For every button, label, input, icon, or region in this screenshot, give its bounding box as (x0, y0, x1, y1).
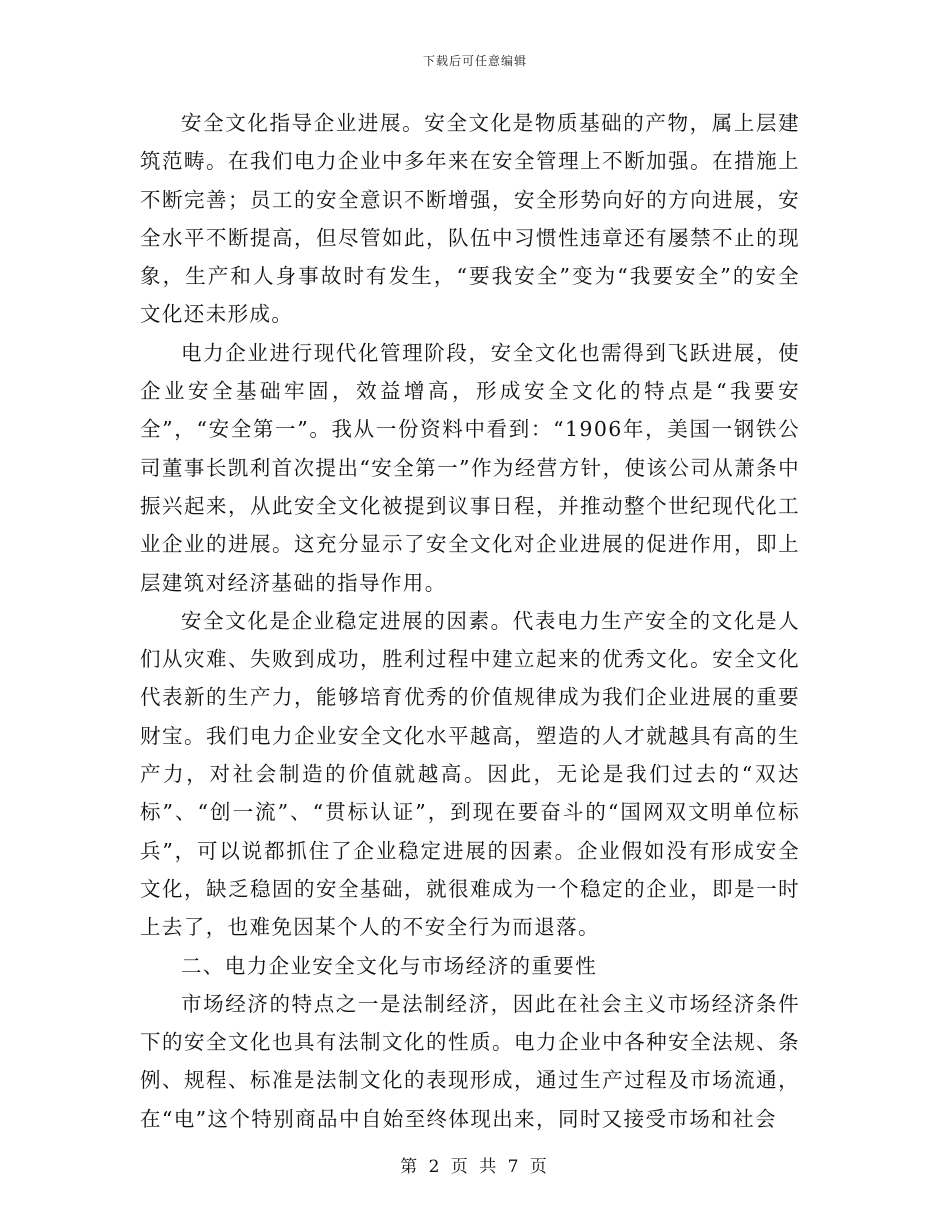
paragraph-safety-culture-guides-development: 安全文化指导企业进展。安全文化是物质基础的产物，属上层建筑范畴。在我们电力企业中多年来在安全管理上不断加强。在措施上不断完善；员工的安全意识不断增强，安全形势向好的方向进展，安全水平不断提高，但尽管如此，队伍中习惯性违章还有屡禁不止的现象，生产和人身事故时有发生，“要我安全”变为“我要安全”的安全文化还未形成。 (140, 111, 800, 327)
paragraph-market-economy: 市场经济的特点之一是法制经济，因此在社会主义市场经济条件下的安全文化也具有法制文化的性质。电力企业中各种安全法规、条例、规程、标准是法制文化的表现形成，通过生产过程及市场流通，在“电”这个特别商品中自始至终体现出来，同时又接受市场和社会 (140, 991, 800, 1131)
paragraph-stable-development-factor: 安全文化是企业稳定进展的因素。代表电力生产安全的文化是人们从灾难、失败到成功，胜利过程中建立起来的优秀文化。安全文化代表新的生产力，能够培育优秀的价值规律成为我们企业进展的重要财宝。我们电力企业安全文化水平越高，塑造的人才就越具有高的生产力，对社会制造的价值就越高。因此，无论是我们过去的“双达标”、“创一流”、“贯标认证”，到现在要奋斗的“国网双文明单位标兵”，可以说都抓住了企业稳定进展的因素。企业假如没有形成安全文化，缺乏稳固的安全基础，就很难成为一个稳定的企业，即是一时上去了，也难免因某个人的不安全行为而退落。 (140, 608, 800, 940)
page-header: 下载后可任意编辑 (422, 54, 527, 68)
document-body (140, 104, 800, 1138)
section-heading: 二、电力企业安全文化与市场经济的重要性 (181, 953, 598, 978)
paragraph-modern-management: 电力企业进行现代化管理阶段，安全文化也需得到飞跃进展，使企业安全基础牢固，效益增高，形成安全文化的特点是“我要安全”，“安全第一”。我从一份资料中看到：“1906年，美国一钢铁公司董事长凯利首次提出“安全第一”作为经营方针，使该公司从萧条中振兴起来，从此安全文化被提到议事日程，并推动整个世纪现代化工业企业的进展。这充分显示了安全文化对企业进展的促进作用，即上层建筑对经济基础的指导作用。 (140, 340, 800, 595)
page-number-footer: 第 2 页 共 7 页 (400, 1157, 550, 1177)
